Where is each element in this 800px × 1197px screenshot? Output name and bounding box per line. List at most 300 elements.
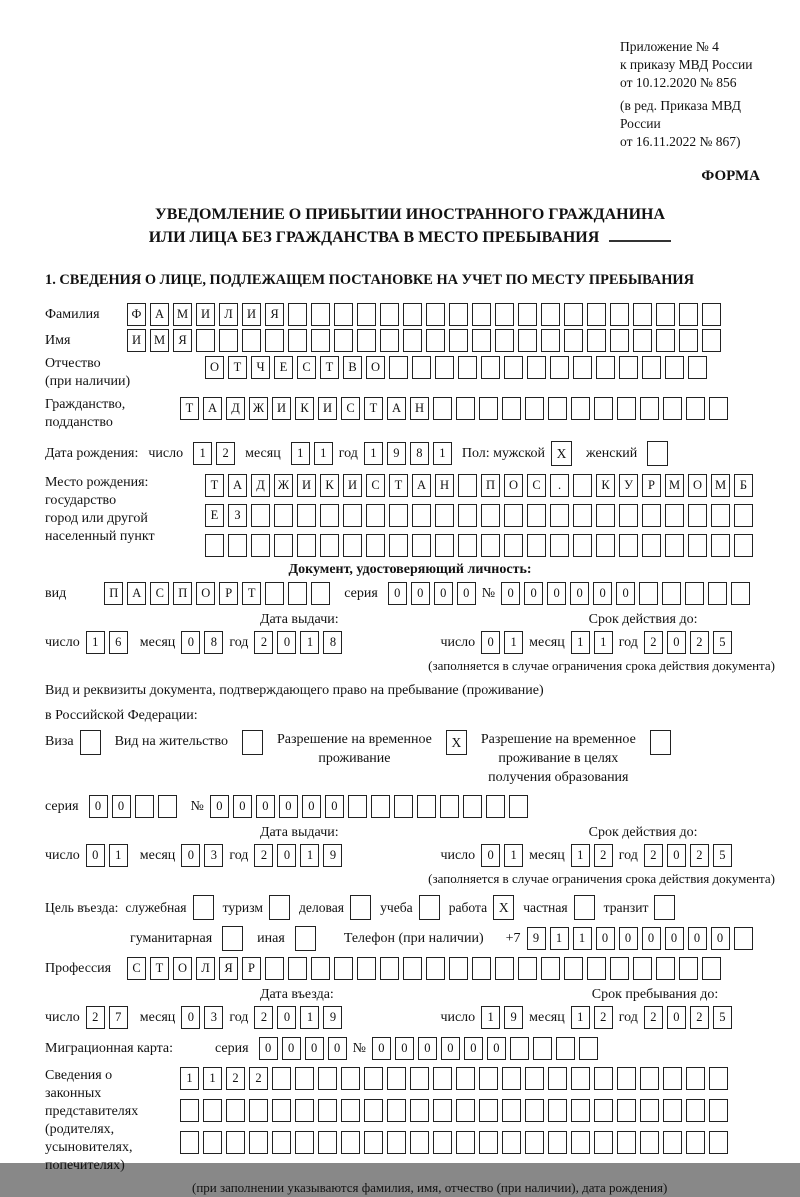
char-cell[interactable]: 2 bbox=[226, 1067, 245, 1090]
char-cell[interactable] bbox=[708, 582, 727, 605]
char-cell[interactable] bbox=[387, 1131, 406, 1154]
char-cell[interactable] bbox=[320, 504, 339, 527]
char-cell[interactable]: 2 bbox=[644, 631, 663, 654]
char-cell[interactable] bbox=[527, 504, 546, 527]
char-cell[interactable]: 0 bbox=[277, 1006, 296, 1029]
visa-checkbox[interactable] bbox=[80, 730, 101, 755]
char-cell[interactable] bbox=[617, 1131, 636, 1154]
transit-checkbox[interactable] bbox=[654, 895, 675, 920]
char-cell[interactable] bbox=[357, 957, 376, 980]
char-cell[interactable] bbox=[686, 1067, 705, 1090]
char-cell[interactable]: И bbox=[127, 329, 146, 352]
char-cell[interactable] bbox=[548, 1131, 567, 1154]
representatives-cells-row1[interactable] bbox=[180, 1067, 728, 1090]
char-cell[interactable]: 0 bbox=[642, 927, 661, 950]
char-cell[interactable]: М bbox=[150, 329, 169, 352]
entry-month-cells[interactable] bbox=[181, 1006, 223, 1029]
char-cell[interactable] bbox=[458, 504, 477, 527]
char-cell[interactable]: Д bbox=[226, 397, 245, 420]
char-cell[interactable] bbox=[380, 957, 399, 980]
char-cell[interactable] bbox=[348, 795, 367, 818]
char-cell[interactable] bbox=[656, 957, 675, 980]
char-cell[interactable]: 1 bbox=[300, 844, 319, 867]
char-cell[interactable] bbox=[288, 329, 307, 352]
doc-series-cells[interactable] bbox=[388, 582, 476, 605]
char-cell[interactable]: 5 bbox=[713, 1006, 732, 1029]
char-cell[interactable]: 0 bbox=[418, 1037, 437, 1060]
res-issue-day-cells[interactable] bbox=[86, 844, 128, 867]
char-cell[interactable]: 2 bbox=[254, 1006, 273, 1029]
char-cell[interactable]: 2 bbox=[690, 844, 709, 867]
char-cell[interactable]: О bbox=[196, 582, 215, 605]
char-cell[interactable] bbox=[272, 1067, 291, 1090]
char-cell[interactable] bbox=[709, 1067, 728, 1090]
char-cell[interactable] bbox=[525, 1099, 544, 1122]
char-cell[interactable]: 1 bbox=[550, 927, 569, 950]
char-cell[interactable] bbox=[410, 1131, 429, 1154]
char-cell[interactable] bbox=[596, 504, 615, 527]
char-cell[interactable]: 1 bbox=[571, 844, 590, 867]
char-cell[interactable] bbox=[665, 356, 684, 379]
char-cell[interactable]: 2 bbox=[690, 631, 709, 654]
char-cell[interactable]: 9 bbox=[527, 927, 546, 950]
char-cell[interactable]: 9 bbox=[323, 1006, 342, 1029]
char-cell[interactable] bbox=[371, 795, 390, 818]
char-cell[interactable]: 2 bbox=[254, 844, 273, 867]
char-cell[interactable] bbox=[617, 1099, 636, 1122]
char-cell[interactable] bbox=[318, 1131, 337, 1154]
char-cell[interactable] bbox=[297, 504, 316, 527]
doc-issue-year-cells[interactable] bbox=[254, 631, 342, 654]
char-cell[interactable]: 0 bbox=[547, 582, 566, 605]
doc-number-cells[interactable] bbox=[501, 582, 750, 605]
char-cell[interactable]: 0 bbox=[372, 1037, 391, 1060]
char-cell[interactable]: 0 bbox=[711, 927, 730, 950]
tourism-checkbox[interactable] bbox=[269, 895, 290, 920]
char-cell[interactable]: 1 bbox=[571, 1006, 590, 1029]
char-cell[interactable] bbox=[389, 534, 408, 557]
char-cell[interactable]: К bbox=[596, 474, 615, 497]
char-cell[interactable]: 0 bbox=[411, 582, 430, 605]
work-checkbox[interactable]: X bbox=[493, 895, 514, 920]
doc-issue-month-cells[interactable] bbox=[181, 631, 223, 654]
char-cell[interactable] bbox=[481, 356, 500, 379]
char-cell[interactable]: 0 bbox=[279, 795, 298, 818]
char-cell[interactable]: С bbox=[297, 356, 316, 379]
char-cell[interactable] bbox=[594, 1131, 613, 1154]
char-cell[interactable]: 1 bbox=[571, 631, 590, 654]
char-cell[interactable]: А bbox=[228, 474, 247, 497]
char-cell[interactable] bbox=[295, 1099, 314, 1122]
char-cell[interactable]: 0 bbox=[464, 1037, 483, 1060]
res-issue-month-cells[interactable] bbox=[181, 844, 223, 867]
char-cell[interactable]: 1 bbox=[291, 442, 310, 465]
char-cell[interactable] bbox=[463, 795, 482, 818]
char-cell[interactable] bbox=[458, 534, 477, 557]
char-cell[interactable] bbox=[449, 303, 468, 326]
char-cell[interactable] bbox=[527, 356, 546, 379]
char-cell[interactable] bbox=[297, 534, 316, 557]
char-cell[interactable] bbox=[479, 1067, 498, 1090]
char-cell[interactable] bbox=[688, 356, 707, 379]
char-cell[interactable]: 0 bbox=[112, 795, 131, 818]
char-cell[interactable]: П bbox=[173, 582, 192, 605]
char-cell[interactable] bbox=[533, 1037, 552, 1060]
char-cell[interactable]: 0 bbox=[667, 844, 686, 867]
char-cell[interactable]: Т bbox=[228, 356, 247, 379]
char-cell[interactable]: 5 bbox=[713, 631, 732, 654]
edu-permit-checkbox[interactable] bbox=[650, 730, 671, 755]
char-cell[interactable] bbox=[311, 329, 330, 352]
char-cell[interactable] bbox=[251, 534, 270, 557]
char-cell[interactable] bbox=[711, 504, 730, 527]
char-cell[interactable] bbox=[495, 957, 514, 980]
char-cell[interactable] bbox=[504, 356, 523, 379]
char-cell[interactable] bbox=[610, 957, 629, 980]
char-cell[interactable] bbox=[334, 329, 353, 352]
char-cell[interactable] bbox=[527, 534, 546, 557]
char-cell[interactable]: Т bbox=[389, 474, 408, 497]
male-checkbox[interactable]: X bbox=[551, 441, 572, 466]
char-cell[interactable]: 0 bbox=[619, 927, 638, 950]
char-cell[interactable] bbox=[343, 534, 362, 557]
char-cell[interactable]: 2 bbox=[644, 844, 663, 867]
char-cell[interactable] bbox=[341, 1067, 360, 1090]
char-cell[interactable]: 0 bbox=[524, 582, 543, 605]
char-cell[interactable] bbox=[486, 795, 505, 818]
char-cell[interactable] bbox=[573, 474, 592, 497]
char-cell[interactable]: 0 bbox=[395, 1037, 414, 1060]
char-cell[interactable] bbox=[686, 1099, 705, 1122]
char-cell[interactable]: Т bbox=[320, 356, 339, 379]
birth-month-cells[interactable] bbox=[291, 442, 333, 465]
char-cell[interactable] bbox=[564, 957, 583, 980]
char-cell[interactable]: 0 bbox=[302, 795, 321, 818]
char-cell[interactable] bbox=[556, 1037, 575, 1060]
char-cell[interactable] bbox=[265, 957, 284, 980]
char-cell[interactable] bbox=[665, 534, 684, 557]
char-cell[interactable]: Т bbox=[364, 397, 383, 420]
char-cell[interactable] bbox=[265, 582, 284, 605]
char-cell[interactable] bbox=[456, 1099, 475, 1122]
char-cell[interactable]: Б bbox=[734, 474, 753, 497]
char-cell[interactable] bbox=[541, 329, 560, 352]
doc-valid-month-cells[interactable] bbox=[571, 631, 613, 654]
char-cell[interactable]: В bbox=[343, 356, 362, 379]
char-cell[interactable] bbox=[158, 795, 177, 818]
char-cell[interactable] bbox=[472, 329, 491, 352]
char-cell[interactable] bbox=[518, 957, 537, 980]
char-cell[interactable]: А bbox=[412, 474, 431, 497]
official-checkbox[interactable] bbox=[193, 895, 214, 920]
char-cell[interactable]: 1 bbox=[573, 927, 592, 950]
char-cell[interactable]: П bbox=[481, 474, 500, 497]
char-cell[interactable] bbox=[502, 1099, 521, 1122]
char-cell[interactable] bbox=[380, 303, 399, 326]
char-cell[interactable] bbox=[435, 534, 454, 557]
char-cell[interactable]: Е bbox=[274, 356, 293, 379]
char-cell[interactable]: И bbox=[343, 474, 362, 497]
char-cell[interactable] bbox=[226, 1131, 245, 1154]
char-cell[interactable] bbox=[731, 582, 750, 605]
char-cell[interactable]: 0 bbox=[667, 631, 686, 654]
char-cell[interactable] bbox=[180, 1099, 199, 1122]
char-cell[interactable]: 0 bbox=[434, 582, 453, 605]
char-cell[interactable] bbox=[274, 534, 293, 557]
char-cell[interactable] bbox=[548, 1099, 567, 1122]
char-cell[interactable] bbox=[435, 504, 454, 527]
char-cell[interactable]: С bbox=[150, 582, 169, 605]
surname-cells[interactable] bbox=[127, 303, 721, 326]
res-number-cells[interactable] bbox=[210, 795, 528, 818]
char-cell[interactable]: С bbox=[527, 474, 546, 497]
char-cell[interactable] bbox=[541, 303, 560, 326]
char-cell[interactable]: Л bbox=[219, 303, 238, 326]
entry-year-cells[interactable] bbox=[254, 1006, 342, 1029]
char-cell[interactable] bbox=[656, 303, 675, 326]
humanitarian-checkbox[interactable] bbox=[222, 926, 243, 951]
char-cell[interactable] bbox=[734, 927, 753, 950]
char-cell[interactable] bbox=[633, 329, 652, 352]
study-checkbox[interactable] bbox=[419, 895, 440, 920]
birth-year-cells[interactable] bbox=[364, 442, 452, 465]
char-cell[interactable] bbox=[203, 1131, 222, 1154]
char-cell[interactable]: 1 bbox=[180, 1067, 199, 1090]
char-cell[interactable]: 0 bbox=[487, 1037, 506, 1060]
char-cell[interactable]: 2 bbox=[216, 442, 235, 465]
char-cell[interactable] bbox=[366, 504, 385, 527]
char-cell[interactable] bbox=[640, 397, 659, 420]
char-cell[interactable] bbox=[295, 1067, 314, 1090]
char-cell[interactable] bbox=[288, 582, 307, 605]
char-cell[interactable]: 0 bbox=[667, 1006, 686, 1029]
char-cell[interactable] bbox=[228, 534, 247, 557]
char-cell[interactable]: Ч bbox=[251, 356, 270, 379]
char-cell[interactable]: Ф bbox=[127, 303, 146, 326]
char-cell[interactable] bbox=[265, 329, 284, 352]
char-cell[interactable] bbox=[274, 504, 293, 527]
char-cell[interactable] bbox=[394, 795, 413, 818]
char-cell[interactable] bbox=[573, 504, 592, 527]
char-cell[interactable]: 1 bbox=[504, 844, 523, 867]
char-cell[interactable]: 0 bbox=[616, 582, 635, 605]
char-cell[interactable]: Р bbox=[642, 474, 661, 497]
char-cell[interactable] bbox=[550, 504, 569, 527]
char-cell[interactable]: К bbox=[320, 474, 339, 497]
char-cell[interactable] bbox=[502, 397, 521, 420]
char-cell[interactable]: 0 bbox=[665, 927, 684, 950]
phone-cells[interactable] bbox=[527, 927, 753, 950]
temp-permit-checkbox[interactable]: X bbox=[446, 730, 467, 755]
char-cell[interactable]: 0 bbox=[457, 582, 476, 605]
char-cell[interactable] bbox=[509, 795, 528, 818]
char-cell[interactable] bbox=[364, 1131, 383, 1154]
char-cell[interactable]: И bbox=[318, 397, 337, 420]
birth-day-cells[interactable] bbox=[193, 442, 235, 465]
char-cell[interactable]: О bbox=[688, 474, 707, 497]
char-cell[interactable] bbox=[458, 474, 477, 497]
char-cell[interactable]: З bbox=[228, 504, 247, 527]
char-cell[interactable]: М bbox=[711, 474, 730, 497]
char-cell[interactable] bbox=[709, 1131, 728, 1154]
char-cell[interactable] bbox=[251, 504, 270, 527]
char-cell[interactable]: 0 bbox=[277, 631, 296, 654]
char-cell[interactable]: К bbox=[295, 397, 314, 420]
char-cell[interactable]: 1 bbox=[300, 631, 319, 654]
res-valid-day-cells[interactable] bbox=[481, 844, 523, 867]
res-issue-year-cells[interactable] bbox=[254, 844, 342, 867]
char-cell[interactable] bbox=[495, 303, 514, 326]
char-cell[interactable] bbox=[642, 356, 661, 379]
char-cell[interactable] bbox=[679, 303, 698, 326]
char-cell[interactable] bbox=[587, 957, 606, 980]
char-cell[interactable]: 5 bbox=[713, 844, 732, 867]
char-cell[interactable]: Р bbox=[219, 582, 238, 605]
char-cell[interactable] bbox=[564, 329, 583, 352]
char-cell[interactable] bbox=[686, 1131, 705, 1154]
char-cell[interactable]: 0 bbox=[210, 795, 229, 818]
stay-year-cells[interactable] bbox=[644, 1006, 732, 1029]
char-cell[interactable]: 2 bbox=[254, 631, 273, 654]
char-cell[interactable] bbox=[734, 534, 753, 557]
char-cell[interactable]: О bbox=[366, 356, 385, 379]
char-cell[interactable] bbox=[587, 329, 606, 352]
char-cell[interactable] bbox=[642, 534, 661, 557]
char-cell[interactable] bbox=[619, 356, 638, 379]
char-cell[interactable]: С bbox=[366, 474, 385, 497]
char-cell[interactable]: 1 bbox=[86, 631, 105, 654]
char-cell[interactable]: 8 bbox=[410, 442, 429, 465]
doc-issue-day-cells[interactable] bbox=[86, 631, 128, 654]
char-cell[interactable]: 2 bbox=[644, 1006, 663, 1029]
char-cell[interactable]: Я bbox=[173, 329, 192, 352]
char-cell[interactable]: М bbox=[665, 474, 684, 497]
char-cell[interactable]: 0 bbox=[305, 1037, 324, 1060]
char-cell[interactable] bbox=[579, 1037, 598, 1060]
entry-day-cells[interactable] bbox=[86, 1006, 128, 1029]
char-cell[interactable]: 0 bbox=[181, 1006, 200, 1029]
char-cell[interactable] bbox=[364, 1099, 383, 1122]
char-cell[interactable] bbox=[334, 957, 353, 980]
char-cell[interactable]: 2 bbox=[594, 1006, 613, 1029]
char-cell[interactable] bbox=[272, 1099, 291, 1122]
mig-number-cells[interactable] bbox=[372, 1037, 598, 1060]
char-cell[interactable]: Ж bbox=[249, 397, 268, 420]
char-cell[interactable] bbox=[550, 534, 569, 557]
char-cell[interactable]: 0 bbox=[441, 1037, 460, 1060]
char-cell[interactable]: 0 bbox=[181, 631, 200, 654]
char-cell[interactable] bbox=[456, 1131, 475, 1154]
char-cell[interactable]: 0 bbox=[233, 795, 252, 818]
char-cell[interactable] bbox=[320, 534, 339, 557]
char-cell[interactable]: 1 bbox=[109, 844, 128, 867]
char-cell[interactable] bbox=[389, 504, 408, 527]
char-cell[interactable]: 1 bbox=[203, 1067, 222, 1090]
char-cell[interactable] bbox=[702, 303, 721, 326]
char-cell[interactable] bbox=[440, 795, 459, 818]
char-cell[interactable] bbox=[510, 1037, 529, 1060]
char-cell[interactable] bbox=[679, 957, 698, 980]
char-cell[interactable] bbox=[596, 356, 615, 379]
char-cell[interactable] bbox=[403, 957, 422, 980]
stay-month-cells[interactable] bbox=[571, 1006, 613, 1029]
char-cell[interactable] bbox=[364, 1067, 383, 1090]
char-cell[interactable] bbox=[357, 329, 376, 352]
char-cell[interactable]: 2 bbox=[690, 1006, 709, 1029]
char-cell[interactable] bbox=[525, 1067, 544, 1090]
char-cell[interactable] bbox=[571, 1131, 590, 1154]
char-cell[interactable]: 0 bbox=[593, 582, 612, 605]
char-cell[interactable]: 1 bbox=[481, 1006, 500, 1029]
char-cell[interactable]: Л bbox=[196, 957, 215, 980]
char-cell[interactable] bbox=[640, 1067, 659, 1090]
char-cell[interactable] bbox=[180, 1131, 199, 1154]
char-cell[interactable]: О bbox=[173, 957, 192, 980]
mig-series-cells[interactable] bbox=[259, 1037, 347, 1060]
char-cell[interactable] bbox=[288, 957, 307, 980]
char-cell[interactable] bbox=[685, 582, 704, 605]
char-cell[interactable] bbox=[571, 1099, 590, 1122]
char-cell[interactable] bbox=[502, 1131, 521, 1154]
char-cell[interactable]: 0 bbox=[89, 795, 108, 818]
char-cell[interactable]: 3 bbox=[204, 1006, 223, 1029]
char-cell[interactable]: 1 bbox=[364, 442, 383, 465]
char-cell[interactable] bbox=[135, 795, 154, 818]
char-cell[interactable] bbox=[518, 329, 537, 352]
doc-valid-year-cells[interactable] bbox=[644, 631, 732, 654]
char-cell[interactable]: Е bbox=[205, 504, 224, 527]
char-cell[interactable] bbox=[573, 534, 592, 557]
char-cell[interactable] bbox=[663, 1131, 682, 1154]
char-cell[interactable] bbox=[311, 303, 330, 326]
char-cell[interactable] bbox=[587, 303, 606, 326]
char-cell[interactable]: 1 bbox=[504, 631, 523, 654]
char-cell[interactable]: О bbox=[205, 356, 224, 379]
char-cell[interactable] bbox=[502, 1067, 521, 1090]
char-cell[interactable] bbox=[410, 1067, 429, 1090]
char-cell[interactable]: У bbox=[619, 474, 638, 497]
char-cell[interactable] bbox=[387, 1099, 406, 1122]
char-cell[interactable] bbox=[311, 582, 330, 605]
char-cell[interactable] bbox=[662, 582, 681, 605]
char-cell[interactable] bbox=[596, 534, 615, 557]
char-cell[interactable] bbox=[272, 1131, 291, 1154]
char-cell[interactable]: Я bbox=[265, 303, 284, 326]
char-cell[interactable]: 2 bbox=[249, 1067, 268, 1090]
char-cell[interactable] bbox=[479, 1131, 498, 1154]
char-cell[interactable]: 8 bbox=[204, 631, 223, 654]
char-cell[interactable]: А bbox=[387, 397, 406, 420]
char-cell[interactable] bbox=[403, 329, 422, 352]
char-cell[interactable] bbox=[343, 504, 362, 527]
char-cell[interactable] bbox=[688, 534, 707, 557]
char-cell[interactable]: С bbox=[341, 397, 360, 420]
char-cell[interactable] bbox=[426, 329, 445, 352]
char-cell[interactable]: 0 bbox=[596, 927, 615, 950]
female-checkbox[interactable] bbox=[647, 441, 668, 466]
char-cell[interactable] bbox=[709, 397, 728, 420]
char-cell[interactable] bbox=[679, 329, 698, 352]
char-cell[interactable] bbox=[412, 534, 431, 557]
char-cell[interactable]: Д bbox=[251, 474, 270, 497]
char-cell[interactable] bbox=[571, 1067, 590, 1090]
char-cell[interactable]: 0 bbox=[481, 844, 500, 867]
char-cell[interactable] bbox=[665, 504, 684, 527]
char-cell[interactable] bbox=[619, 504, 638, 527]
char-cell[interactable] bbox=[518, 303, 537, 326]
res-valid-year-cells[interactable] bbox=[644, 844, 732, 867]
char-cell[interactable] bbox=[205, 534, 224, 557]
